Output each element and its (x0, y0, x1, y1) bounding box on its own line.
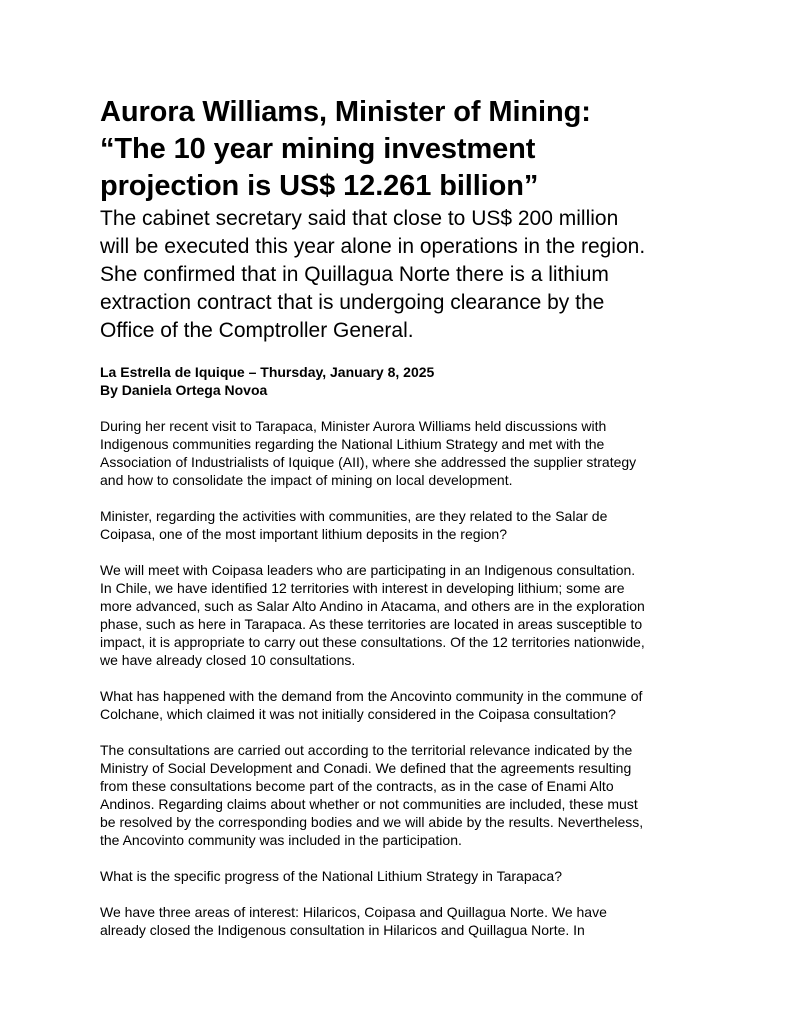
headline-line: “The 10 year mining investment (100, 133, 536, 165)
paragraph-question (100, 867, 720, 885)
paragraph-intro (100, 417, 720, 489)
article-body (100, 417, 720, 939)
paragraph-answer (100, 561, 720, 669)
text-line: and how to consolidate the impact of mining on local development. (100, 472, 513, 488)
text-line: The consultations are carried out according to the territorial relevance indicated by the (100, 742, 633, 758)
text-line: During her recent visit to Tarapaca, Minister Aurora Williams held discussions with (100, 418, 607, 434)
text-line: What is the specific progress of the National Lithium Strategy in Tarapaca? (100, 868, 562, 884)
text-line: Association of Industrialists of Iquique (AII), where she addressed the supplier strategy (100, 454, 637, 470)
text-line: impact, it is appropriate to carry out these consultations. Of the 12 territories nationwide, (100, 634, 645, 650)
author-line: By Daniela Ortega Novoa (100, 382, 268, 398)
text-line: Andinos. Regarding claims about whether or not communities are included, these must (100, 796, 638, 812)
subhead-line: The cabinet secretary said that close to US$ 200 million (100, 207, 619, 230)
text-line: more advanced, such as Salar Alto Andino in Atacama, and others are in the exploration (100, 598, 645, 614)
paragraph-answer (100, 903, 720, 939)
subhead-line: She confirmed that in Quillagua Norte there is a lithium (100, 263, 609, 286)
text-line: We have three areas of interest: Hilaricos, Coipasa and Quillagua Norte. We have (100, 904, 607, 920)
text-line: Coipasa, one of the most important lithium deposits in the region? (100, 526, 508, 542)
subhead-line: extraction contract that is undergoing clearance by the (100, 291, 605, 314)
article-subheadline (100, 205, 720, 345)
document-page (100, 94, 720, 957)
text-line: In Chile, we have identified 12 territories with interest in developing lithium; some are (100, 580, 625, 596)
text-line: be resolved by the corresponding bodies and we will abide by the results. Nevertheless, (100, 814, 644, 830)
article-headline (100, 94, 720, 205)
paragraph-answer (100, 741, 720, 849)
text-line: the Ancovinto community was included in the participation. (100, 832, 462, 848)
subhead-line: will be executed this year alone in operations in the region. (100, 235, 646, 258)
paragraph-question (100, 687, 720, 723)
text-line: What has happened with the demand from the Ancovinto community in the commune of (100, 688, 643, 704)
subhead-line: Office of the Comptroller General. (100, 319, 414, 342)
text-line: phase, such as here in Tarapaca. As these territories are located in areas susceptible to (100, 616, 643, 632)
headline-line: projection is US$ 12.261 billion” (100, 170, 539, 202)
text-line: from these consultations become part of the contracts, as in the case of Enami Alto (100, 778, 614, 794)
text-line: Minister, regarding the activities with communities, are they related to the Salar de (100, 508, 608, 524)
byline (100, 363, 720, 399)
text-line: we have already closed 10 consultations. (100, 652, 356, 668)
source-line: La Estrella de Iquique – Thursday, January 8, 2025 (100, 364, 435, 380)
headline-line: Aurora Williams, Minister of Mining: (100, 96, 591, 128)
text-line: Ministry of Social Development and Conadi. We defined that the agreements resulting (100, 760, 632, 776)
text-line: Indigenous communities regarding the National Lithium Strategy and met with the (100, 436, 605, 452)
text-line: Colchane, which claimed it was not initially considered in the Coipasa consultation? (100, 706, 616, 722)
text-line: already closed the Indigenous consultation in Hilaricos and Quillagua Norte. In (100, 922, 585, 938)
paragraph-question (100, 507, 720, 543)
text-line: We will meet with Coipasa leaders who are participating in an Indigenous consultation. (100, 562, 636, 578)
